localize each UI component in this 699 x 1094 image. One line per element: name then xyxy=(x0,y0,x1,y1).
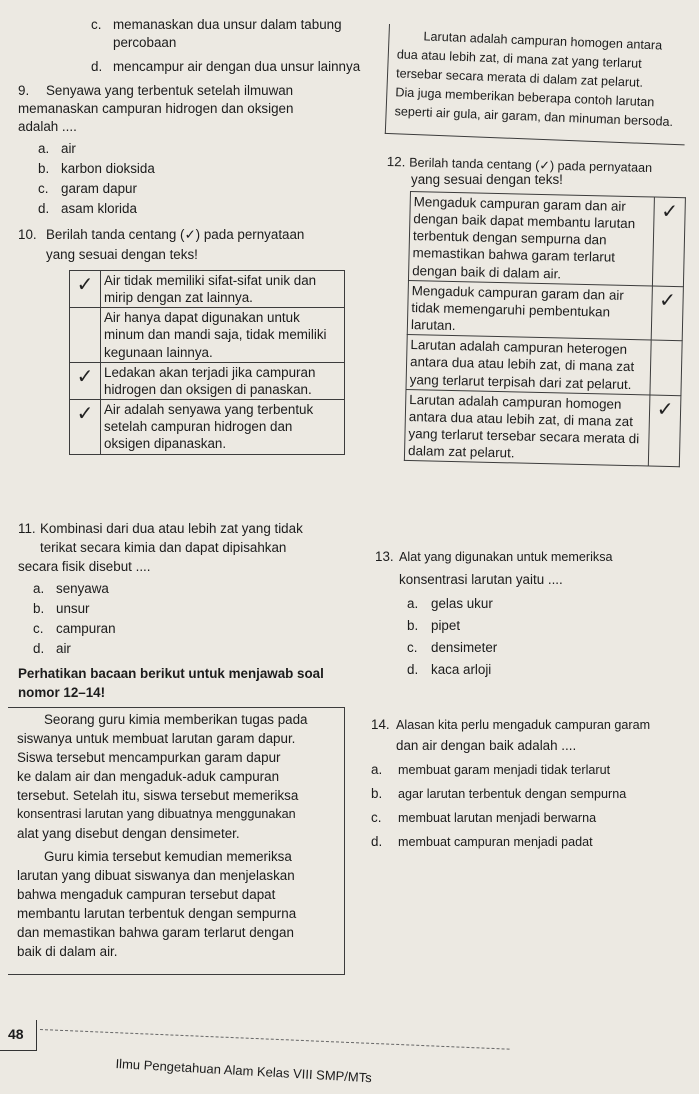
checkmark: ✓ xyxy=(76,363,94,388)
option-text: air xyxy=(56,641,71,656)
checklist-row xyxy=(406,335,682,396)
statement-cell: Mengaduk campuran garam dan air dengan baik dapat membantu larutan terbentuk dengan sempurna dan memastikan bahwa garam terlarut dengan baik di dalam air. xyxy=(408,192,654,286)
question-text: dan air dengan baik adalah .... xyxy=(396,738,577,753)
statement-cell: Mengaduk campuran garam dan air tidak memengaruhi pembentukan larutan. xyxy=(407,280,652,340)
option-text: percobaan xyxy=(113,35,177,50)
option-letter: a. xyxy=(371,762,383,777)
option-text: unsur xyxy=(56,601,90,616)
passage-line: membantu larutan terbentuk dengan sempurna xyxy=(17,906,297,921)
passage-line: Seorang guru kimia memberikan tugas pada xyxy=(44,712,308,727)
option-letter: c. xyxy=(33,621,44,636)
option-text: garam dapur xyxy=(61,181,137,196)
checklist-row xyxy=(70,400,345,454)
question-text: konsentrasi larutan yaitu .... xyxy=(399,572,563,587)
passage-line: Siswa tersebut mencampurkan garam dapur xyxy=(17,750,281,765)
option-letter: c. xyxy=(407,640,418,655)
question-text: secara fisik disebut .... xyxy=(18,559,151,574)
check-cell[interactable] xyxy=(648,395,681,467)
statement-cell: Larutan adalah campuran homogen antara dua atau lebih zat, di mana zat yang terlarut tersebar secara merata di dalam zat pelarut. xyxy=(404,389,650,466)
option-letter: d. xyxy=(371,834,383,849)
check-cell[interactable] xyxy=(650,340,682,395)
question-text: Berilah tanda centang (✓) pada pernyataan xyxy=(409,155,653,176)
option-letter: c. xyxy=(38,181,49,196)
question-text: yang sesuai dengan teks! xyxy=(411,172,563,187)
question-number: 14. xyxy=(371,717,390,732)
option-letter: c. xyxy=(91,17,102,32)
passage-line: baik di dalam air. xyxy=(17,944,118,959)
checklist-table xyxy=(69,270,345,455)
question-number: 11. xyxy=(18,521,36,536)
option-letter: b. xyxy=(371,786,383,801)
checklist-row xyxy=(407,280,683,341)
reading-passage-box xyxy=(8,707,345,975)
option-text: densimeter xyxy=(431,640,498,655)
passage-line: konsentrasi larutan yang dibuatnya menggunakan xyxy=(17,807,296,821)
check-cell[interactable] xyxy=(652,197,685,286)
statement-cell: Air tidak memiliki sifat-sifat unik dan mirip dengan zat lainnya. xyxy=(101,271,345,308)
option-text: agar larutan terbentuk dengan sempurna xyxy=(398,787,627,801)
checkmark: ✓ xyxy=(660,198,679,224)
passage-line: ke dalam air dan mengaduk-aduk campuran xyxy=(17,769,280,784)
question-number: 9. xyxy=(18,83,30,98)
check-cell[interactable] xyxy=(70,362,101,399)
option-text: asam klorida xyxy=(61,201,137,216)
option-letter: a. xyxy=(33,581,45,596)
passage-line: tersebut. Setelah itu, siswa tersebut memeriksa xyxy=(17,788,299,803)
passage-line: Dia juga memberikan beberapa contoh larutan xyxy=(395,85,655,110)
option-text: membuat campuran menjadi padat xyxy=(398,835,593,849)
check-cell[interactable] xyxy=(70,271,101,308)
option-text: pipet xyxy=(431,618,461,633)
book-title: Ilmu Pengetahuan Alam Kelas VIII SMP/MTs xyxy=(115,1056,373,1086)
option-text: campuran xyxy=(56,621,116,636)
heading-line: nomor 12–14! xyxy=(18,685,106,700)
page-number-box xyxy=(0,1020,37,1051)
option-text: mencampur air dengan dua unsur lainnya xyxy=(113,59,361,74)
question-text: Kombinasi dari dua atau lebih zat yang tidak xyxy=(40,521,303,536)
question-number: 10. xyxy=(18,227,37,242)
footer-divider xyxy=(40,1029,510,1050)
option-letter: c. xyxy=(371,810,382,825)
question-number: 13. xyxy=(375,549,394,564)
checklist-row xyxy=(404,389,681,467)
option-text: gelas ukur xyxy=(431,596,493,611)
passage-line: dua atau lebih zat, di mana zat yang terlarut xyxy=(396,47,642,71)
statement-cell: Larutan adalah campuran heterogen antara dua atau lebih zat, di mana zat yang terlarut terpisah dari zat pelarut. xyxy=(406,335,651,395)
option-text: karbon dioksida xyxy=(61,161,155,176)
checklist-table xyxy=(404,191,686,468)
checklist-row xyxy=(70,308,345,362)
passage-line: bahwa mengaduk campuran tersebut dapat xyxy=(17,887,276,902)
passage-line: dan memastikan bahwa garam terlarut dengan xyxy=(17,925,294,940)
option-letter: b. xyxy=(33,601,45,616)
question-text: terikat secara kimia dan dapat dipisahkan xyxy=(40,540,287,555)
option-letter: d. xyxy=(38,201,50,216)
option-letter: d. xyxy=(91,59,103,74)
question-text: Alat yang digunakan untuk memeriksa xyxy=(399,550,613,564)
passage-line: seperti air gula, air garam, dan minuman bersoda. xyxy=(394,104,674,129)
question-text: memanaskan campuran hidrogen dan oksigen xyxy=(18,101,294,116)
option-letter: d. xyxy=(33,641,45,656)
option-letter: a. xyxy=(407,596,419,611)
checklist-row xyxy=(408,192,685,287)
question-text: Berilah tanda centang (✓) pada pernyataan xyxy=(46,227,305,242)
statement-cell: Air hanya dapat digunakan untuk minum dan mandi saja, tidak memiliki kegunaan lainnya. xyxy=(101,308,345,362)
passage-line: Larutan adalah campuran homogen antara xyxy=(423,29,663,53)
option-text: kaca arloji xyxy=(431,662,492,677)
option-text: memanaskan dua unsur dalam tabung xyxy=(113,17,342,32)
question-text: Alasan kita perlu mengaduk campuran garam xyxy=(396,718,651,732)
option-text: membuat garam menjadi tidak terlarut xyxy=(398,763,611,777)
option-letter: d. xyxy=(407,662,419,677)
question-text: adalah .... xyxy=(18,119,77,134)
question-text: Senyawa yang terbentuk setelah ilmuwan xyxy=(46,83,294,98)
checkmark: ✓ xyxy=(656,396,674,421)
checkmark: ✓ xyxy=(658,287,677,312)
checkmark: ✓ xyxy=(76,272,94,296)
checkmark: ✓ xyxy=(76,401,94,426)
option-letter: a. xyxy=(38,141,50,156)
page-number: 48 xyxy=(8,1026,24,1042)
statement-cell: Ledakan akan terjadi jika campuran hidrogen dan oksigen di panaskan. xyxy=(101,362,345,399)
option-text: senyawa xyxy=(56,581,109,596)
checklist-row xyxy=(70,362,345,399)
statement-cell: Air adalah senyawa yang terbentuk setelah campuran hidrogen dan oksigen dipanaskan. xyxy=(101,400,345,454)
passage-line: tersebar secara merata di dalam zat pelarut. xyxy=(395,66,644,90)
question-text: yang sesuai dengan teks! xyxy=(46,247,198,262)
passage-line: alat yang disebut dengan densimeter. xyxy=(17,826,240,841)
check-cell[interactable] xyxy=(70,308,101,362)
checklist-row xyxy=(70,271,345,308)
check-cell[interactable] xyxy=(651,286,683,341)
passage-line: siswanya untuk membuat larutan garam dapur. xyxy=(17,731,296,746)
check-cell[interactable] xyxy=(70,400,101,454)
option-text: air xyxy=(61,141,76,156)
passage-line: larutan yang dibuat siswanya dan menjelaskan xyxy=(17,868,295,883)
passage-line: Guru kimia tersebut kemudian memeriksa xyxy=(44,849,292,864)
passage-continuation-box xyxy=(385,24,689,145)
option-letter: b. xyxy=(38,161,50,176)
question-number: 12. xyxy=(386,154,406,170)
option-text: membuat larutan menjadi berwarna xyxy=(398,811,597,825)
heading-line: Perhatikan bacaan berikut untuk menjawab soal xyxy=(18,666,324,681)
option-letter: b. xyxy=(407,618,419,633)
